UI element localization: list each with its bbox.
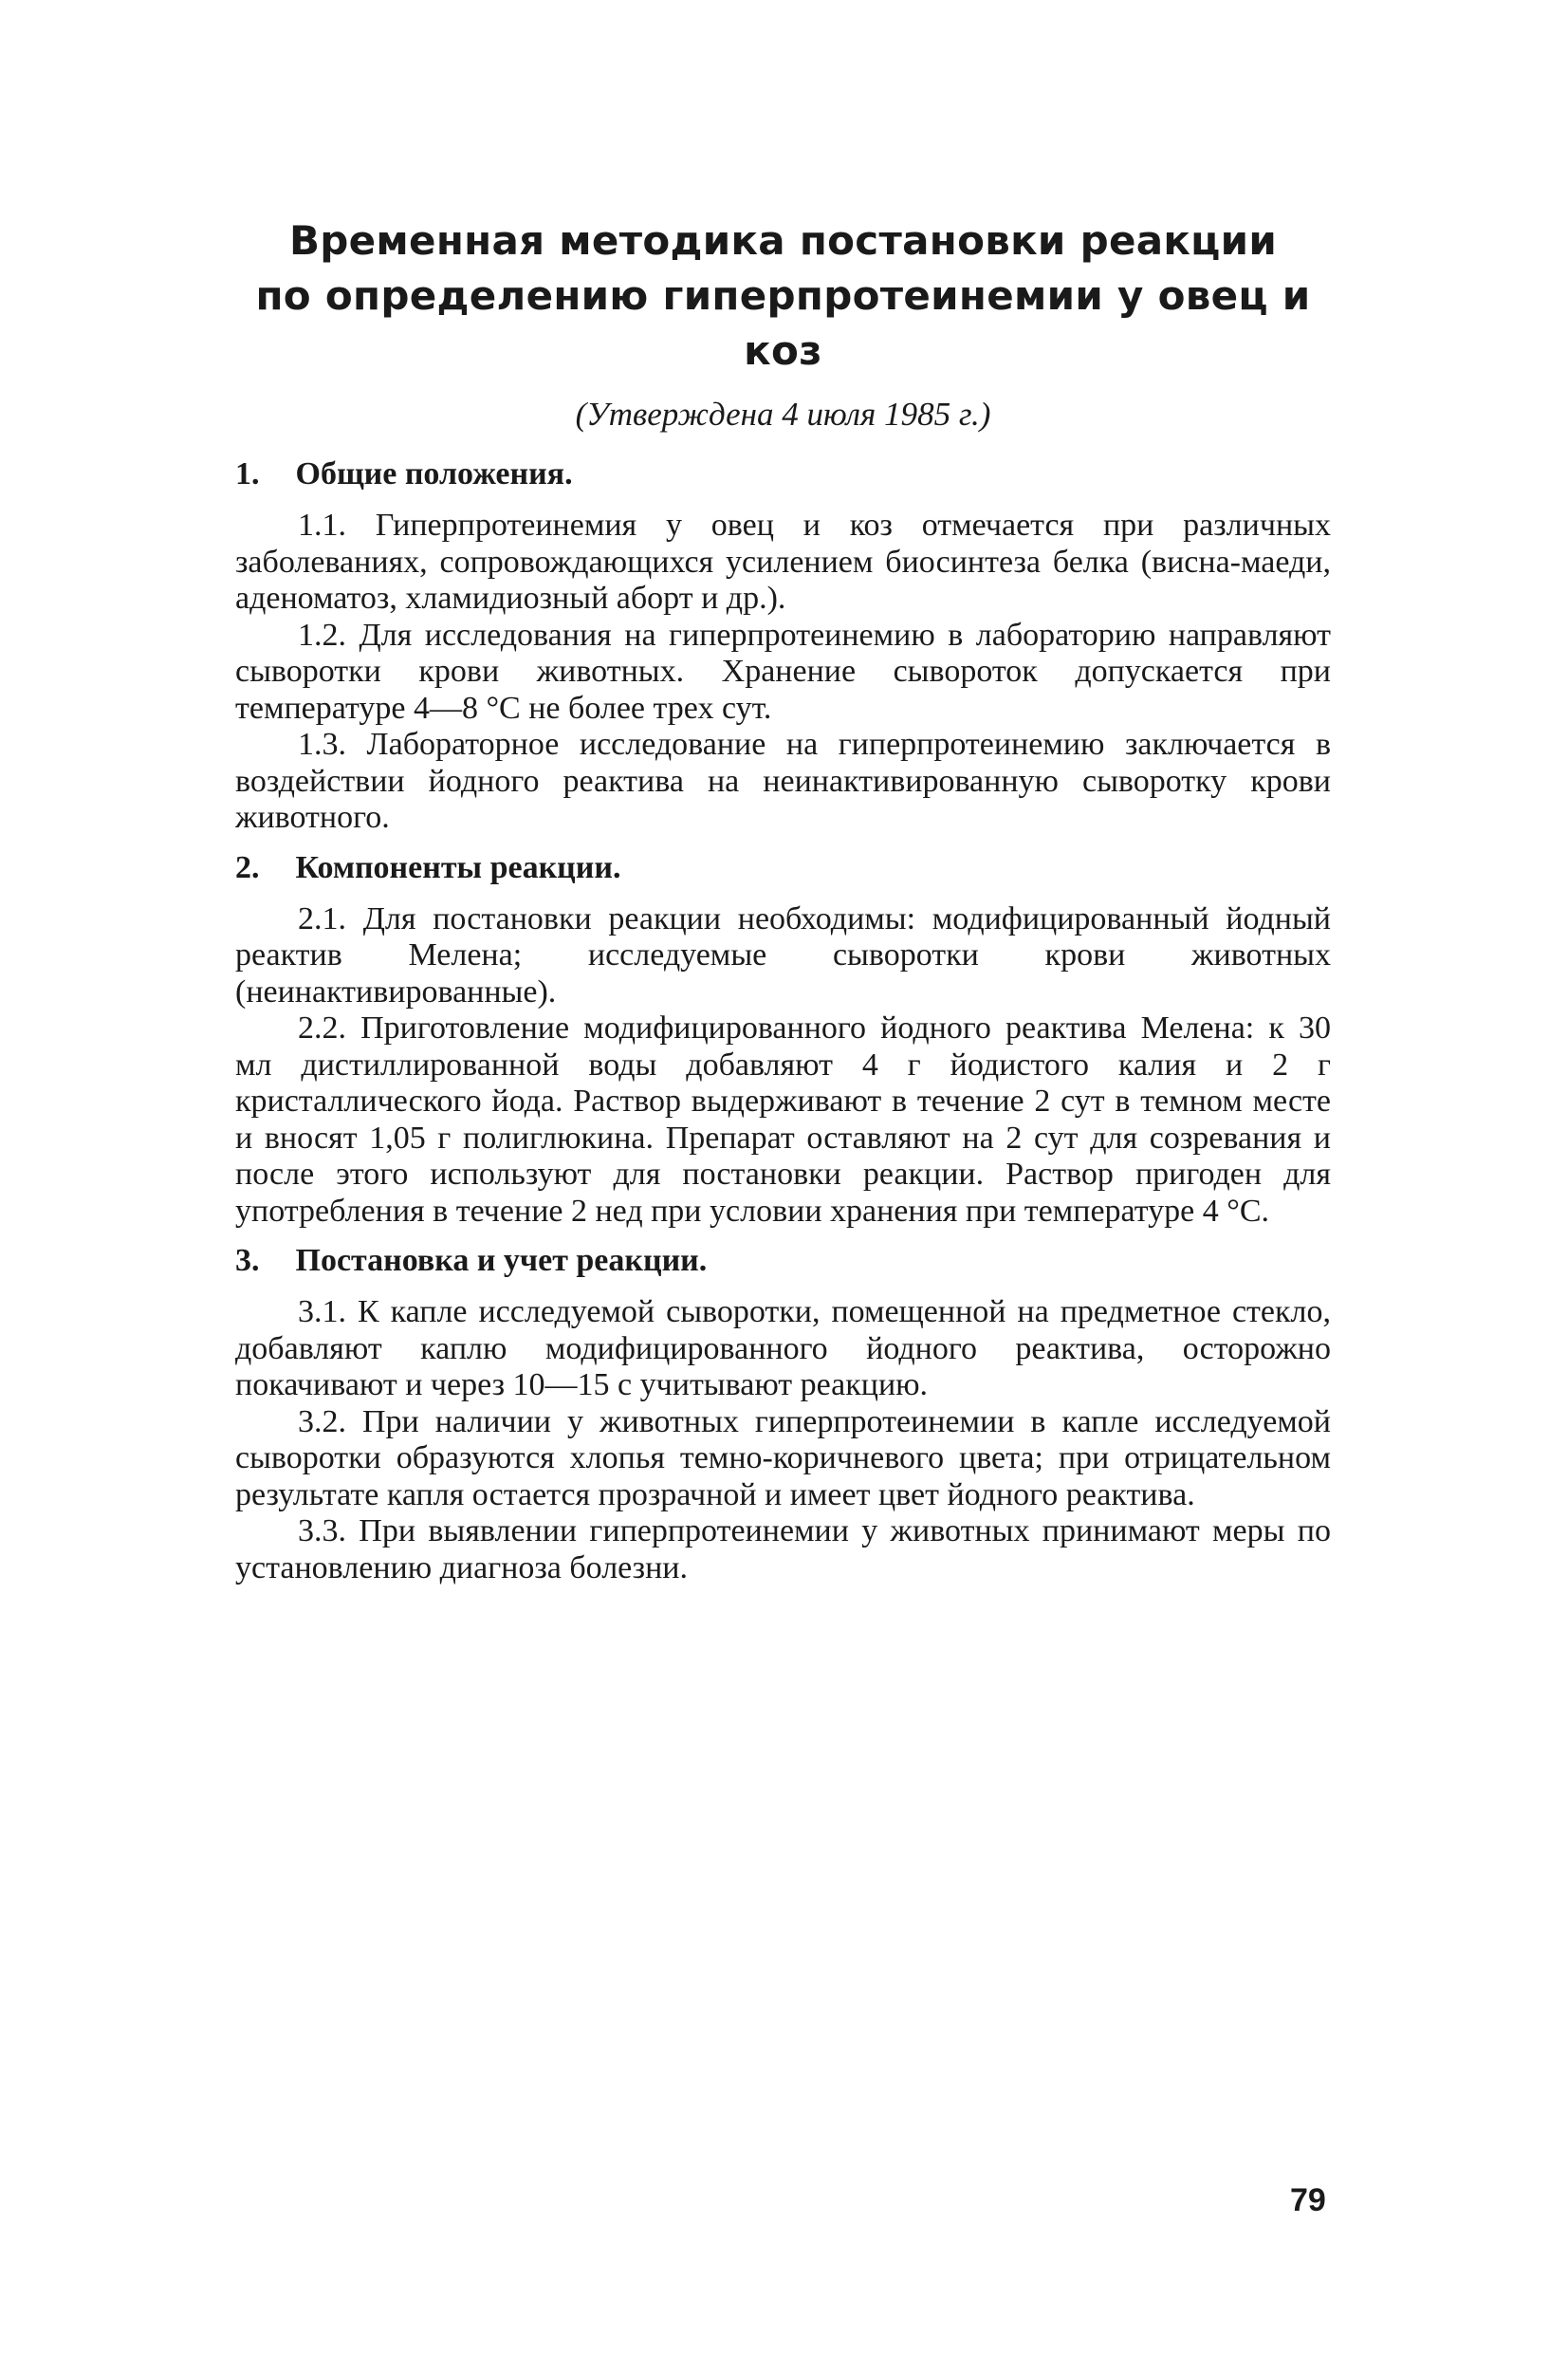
section-heading	[235, 1239, 1331, 1283]
section-title: Постановка и учет реакции.	[295, 1243, 708, 1278]
section-heading	[235, 846, 1331, 890]
section-components	[235, 846, 1331, 1231]
section-procedure	[235, 1239, 1331, 1586]
paragraph-3-2: 3.2. При наличии у животных гиперпротеинемии в капле исследуемой сыворотки образуются хлопья темно-коричневого цвета; при отрицательном результате капля остается прозрачной и имеет цвет йодного реактива.	[235, 1403, 1331, 1512]
paragraph-3-3: 3.3. При выявлении гиперпротеинемии у животных принимают меры по установлению диагноза болезни.	[235, 1513, 1331, 1585]
section-number: 1.	[235, 456, 260, 491]
paragraph-2-1: 2.1. Для постановки реакции необходимы: модифицированный йодный реактив Мелена; исследуемые сыворотки крови животных (неинактивированные).	[235, 900, 1331, 1010]
title-line-2: по определению гиперпротеинемии у овец и коз	[255, 272, 1311, 374]
approval-note: (Утверждена 4 июля 1985 г.)	[575, 396, 991, 433]
document-body	[235, 213, 1331, 1592]
page-number: 79	[1290, 2182, 1326, 2218]
section-general	[235, 453, 1331, 837]
paragraph-1-3: 1.3. Лабораторное исследование на гиперпротеинемию заключается в воздействии йодного реактива на неинактивированную сыворотку крови животного.	[235, 727, 1331, 835]
section-number: 3.	[235, 1243, 260, 1278]
section-heading	[235, 453, 1331, 496]
document-title	[235, 213, 1331, 379]
section-title: Компоненты реакции.	[295, 849, 621, 885]
paragraph-2-2: 2.2. Приготовление модифицированного йодного реактива Мелена: к 30 мл дистиллированной воды добавляют 4 г йодистого калия и 2 г кристаллического йода. Раствор выдерживают в течение 2 сут в темном месте и вносят 1,05 г полиглюкина. Препарат оставляют на 2 сут для созревания и после этого используют для постановки реакции. Раствор пригоден для употребления в течение 2 нед при условии хранения при температуре 4 °С.	[235, 1010, 1331, 1229]
section-number: 2.	[235, 849, 260, 885]
title-line-1: Временная методика постановки реакции	[288, 217, 1278, 264]
paragraph-1-2: 1.2. Для исследования на гиперпротеинемию в лабораторию направляют сыворотки крови животных. Хранение сывороток допускается при температуре 4—8 °С не более трех сут.	[235, 617, 1331, 726]
section-title: Общие положения.	[295, 456, 573, 491]
paragraph-3-1: 3.1. К капле исследуемой сыворотки, помещенной на предметное стекло, добавляют каплю модифицированного йодного реактива, осторожно покачивают и через 10—15 с учитывают реакцию.	[235, 1294, 1331, 1402]
paragraph-1-1: 1.1. Гиперпротеинемия у овец и коз отмечается при различных заболеваниях, сопровождающихся усилением биосинтеза белка (висна-маеди, аденоматоз, хламидиозный аборт и др.).	[235, 508, 1331, 616]
